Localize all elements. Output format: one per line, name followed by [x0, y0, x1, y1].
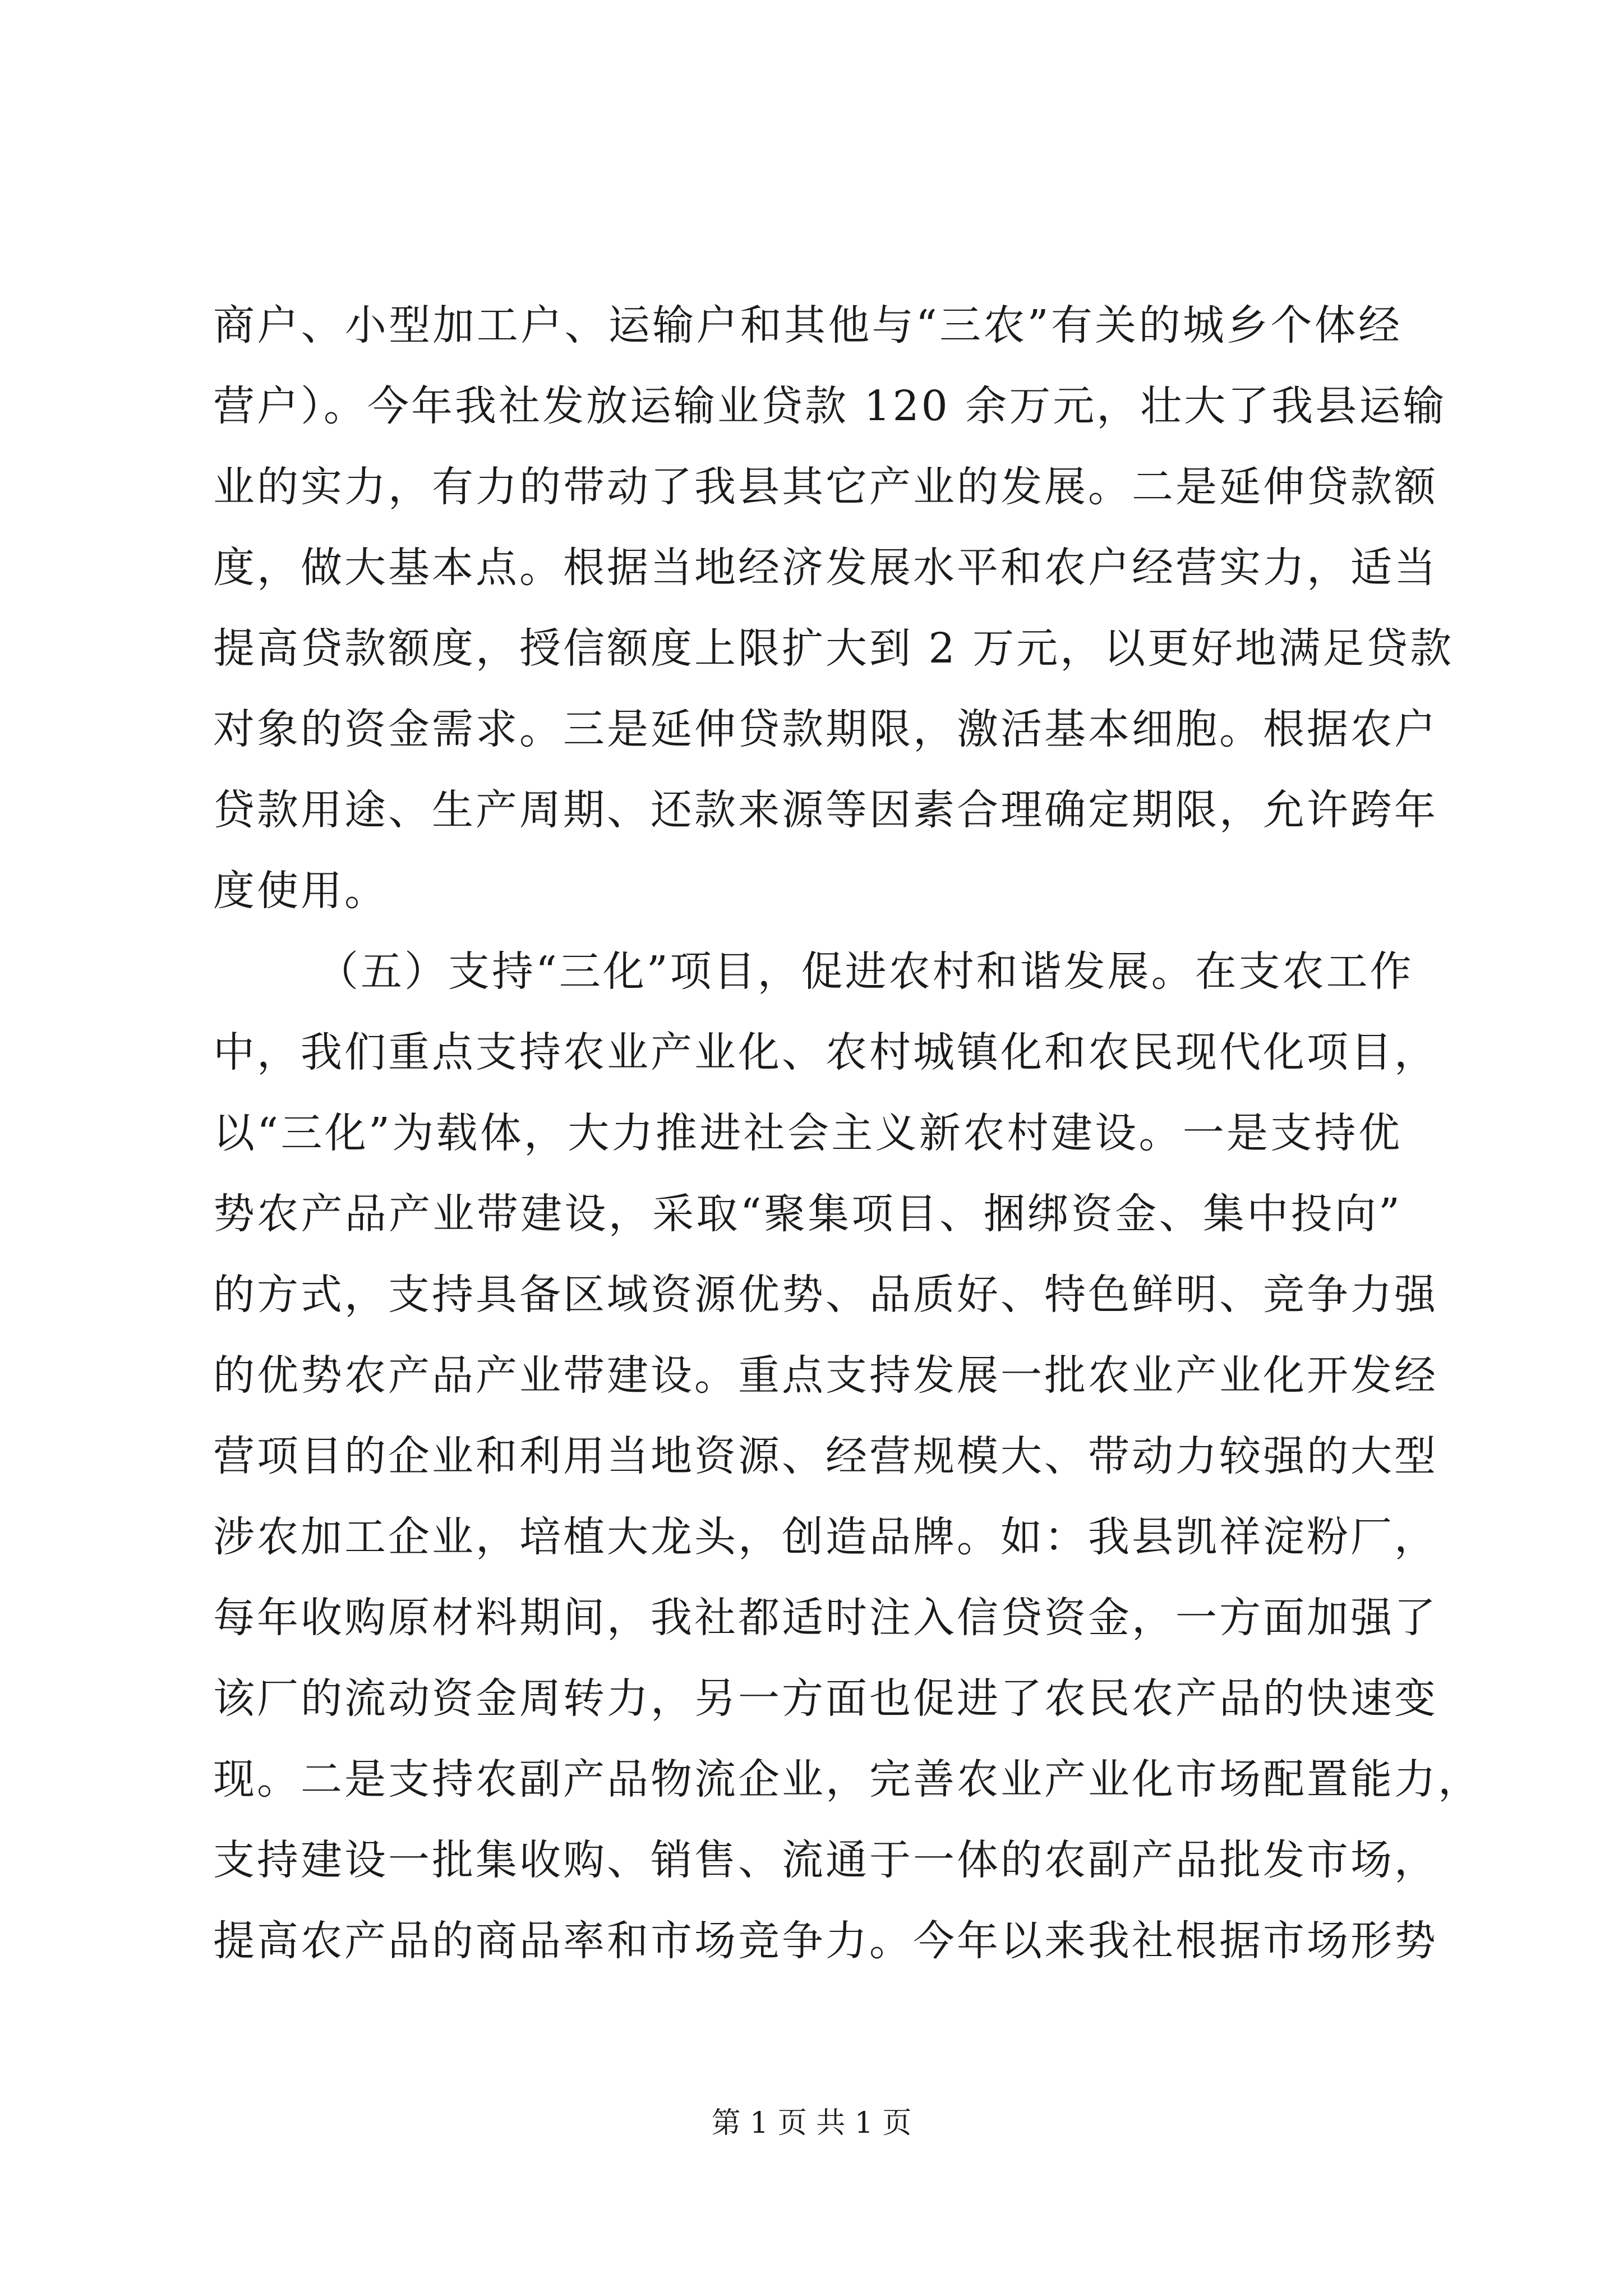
text-line: 提高贷款额度，授信额度上限扩大到 2 万元，以更好地满足贷款	[213, 624, 1454, 673]
text-line: 商户、小型加工户、运输户和其他与“三农”有关的城乡个体经	[213, 301, 1402, 349]
page-footer: 第 1 页 共 1 页	[711, 2106, 912, 2140]
text-line: 的方式，支持具备区域资源优势、品质好、特色鲜明、竞争力强	[213, 1271, 1438, 1319]
text-line: 涉农加工企业，培植大龙头，创造品牌。如：我县凯祥淀粉厂，	[213, 1513, 1438, 1561]
text-line: 提高农产品的商品率和市场竞争力。今年以来我社根据市场形势	[213, 1917, 1438, 1965]
text-line: 中，我们重点支持农业产业化、农村城镇化和农民现代化项目，	[213, 1028, 1438, 1076]
text-line: 以“三化”为载体，大力推进社会主义新农村建设。一是支持优	[213, 1109, 1402, 1157]
text-line: 势农产品产业带建设，采取“聚集项目、捆绑资金、集中投向”	[213, 1190, 1402, 1238]
text-line: 对象的资金需求。三是延伸贷款期限，激活基本细胞。根据农户	[213, 705, 1438, 753]
text-line: 每年收购原材料期间，我社都适时注入信贷资金，一方面加强了	[213, 1594, 1438, 1642]
text-line: 业的实力，有力的带动了我县其它产业的发展。二是延伸贷款额	[213, 463, 1438, 511]
text-line: 度，做大基本点。根据当地经济发展水平和农户经营实力，适当	[213, 544, 1438, 592]
text-line: 该厂的流动资金周转力，另一方面也促进了农民农产品的快速变	[213, 1674, 1438, 1723]
text-line: 现。二是支持农副产品物流企业，完善农业产业化市场配置能力，	[213, 1755, 1482, 1803]
text-line: 营户）。今年我社发放运输业贷款 120 余万元，壮大了我县运输	[213, 382, 1447, 430]
text-line: 的优势农产品产业带建设。重点支持发展一批农业产业化开发经	[213, 1351, 1438, 1400]
text-line: 度使用。	[213, 867, 388, 915]
text-line: 营项目的企业和利用当地资源、经营规模大、带动力较强的大型	[213, 1432, 1438, 1480]
text-line: 支持建设一批集收购、销售、流通于一体的农副产品批发市场，	[213, 1836, 1438, 1884]
paragraph-heading-line: （五）支持“三化”项目，促进农村和谐发展。在支农工作	[317, 947, 1414, 996]
text-line: 贷款用途、生产周期、还款来源等因素合理确定期限，允许跨年	[213, 786, 1438, 834]
